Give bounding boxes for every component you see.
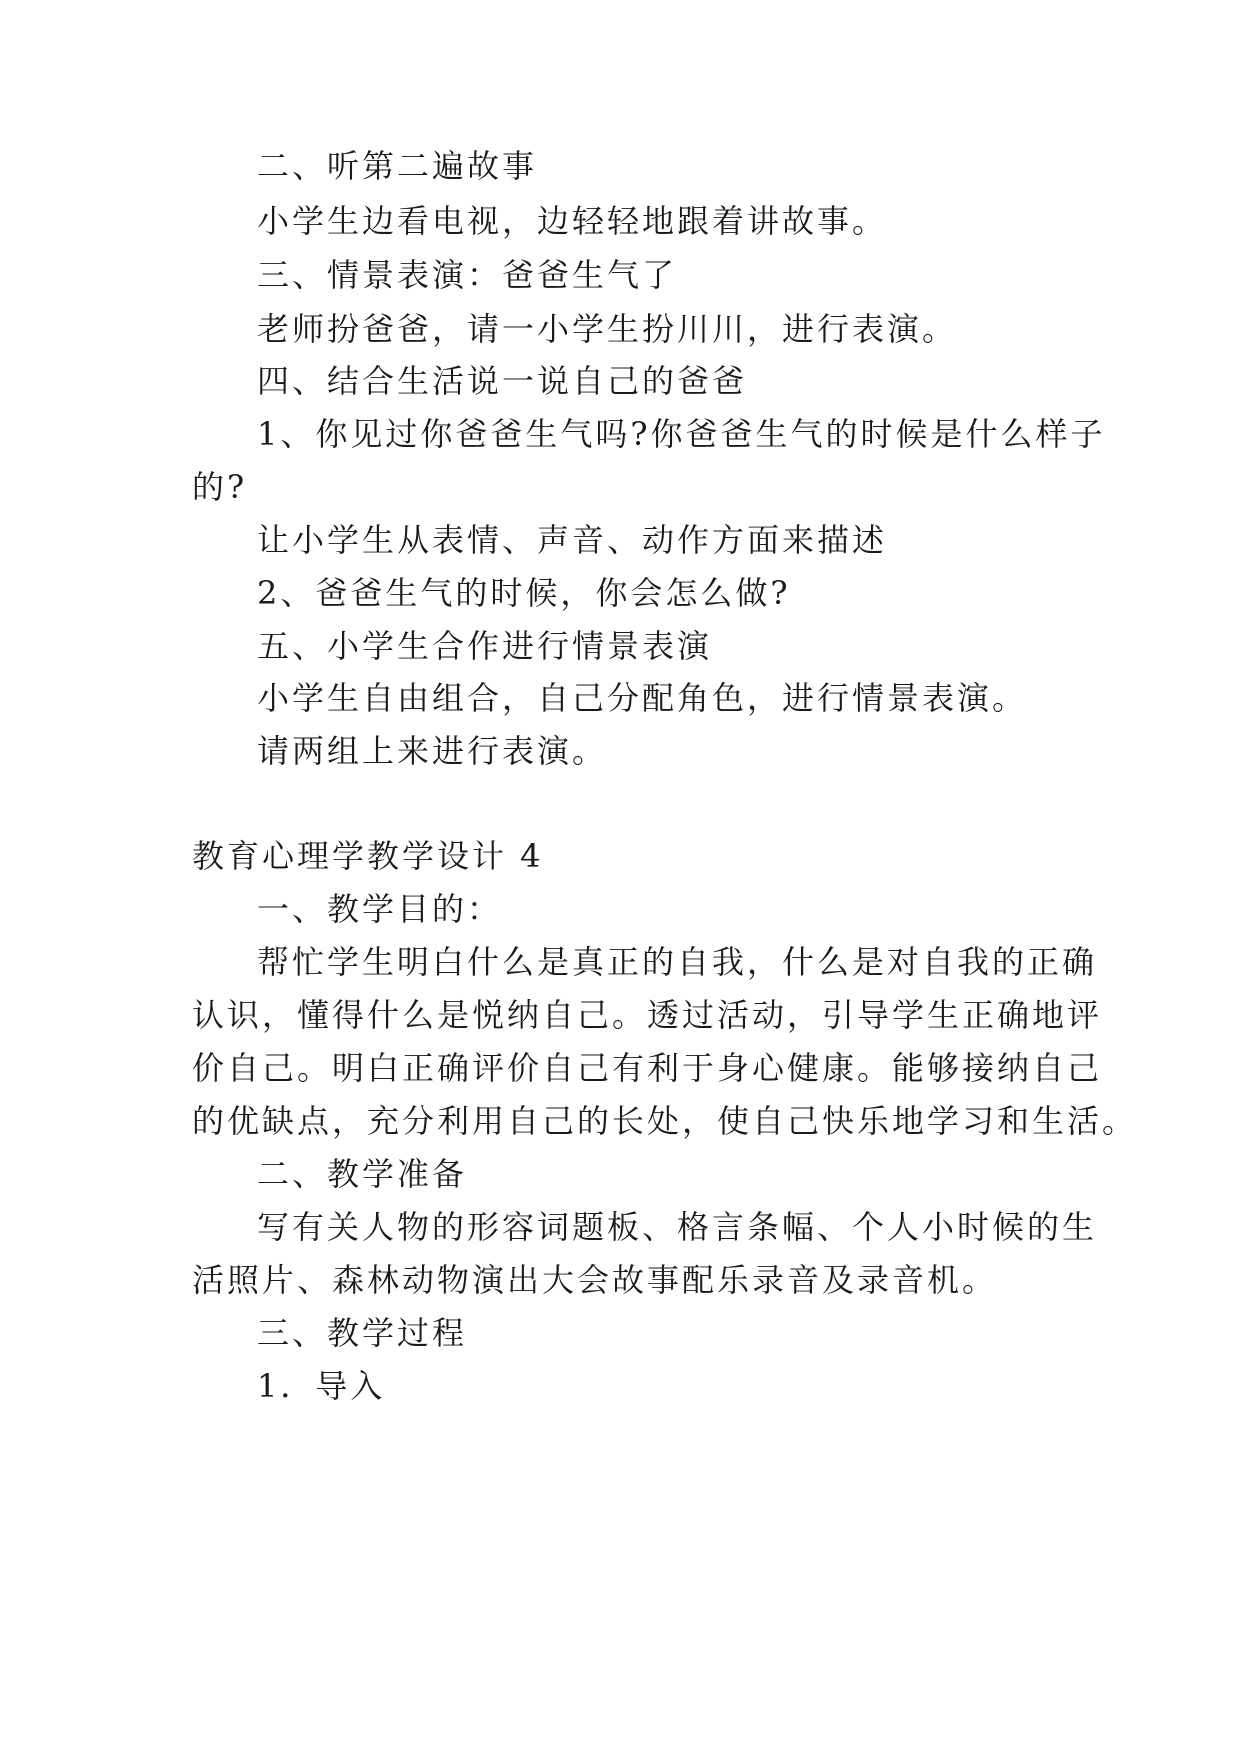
section-heading-cooperation: 五、小学生合作进行情景表演 xyxy=(257,627,713,665)
question-1-line-2: 的? xyxy=(192,468,248,506)
section-heading-listen-second: 二、听第二遍故事 xyxy=(257,147,538,185)
preparation-line-2: 活照片、森林动物演出大会故事配乐录音及录音机。 xyxy=(192,1261,998,1299)
section-heading-process: 三、教学过程 xyxy=(257,1314,468,1352)
paragraph: 小学生边看电视，边轻轻地跟着讲故事。 xyxy=(257,202,888,240)
section-heading-roleplay: 三、情景表演：爸爸生气了 xyxy=(257,256,678,294)
document-section-title: 教育心理学教学设计 4 xyxy=(192,837,544,875)
goal-paragraph-line-2: 认识，懂得什么是悦纳自己。透过活动，引导学生正确地评 xyxy=(192,996,1103,1034)
process-step-1: 1．导入 xyxy=(257,1367,386,1405)
paragraph: 小学生自由组合，自己分配角色，进行情景表演。 xyxy=(257,679,1028,717)
paragraph: 请两组上来进行表演。 xyxy=(257,732,608,770)
question-1-line-1: 1、你见过你爸爸生气吗?你爸爸生气的时候是什么样子 xyxy=(257,415,1106,453)
paragraph: 让小学生从表情、声音、动作方面来描述 xyxy=(257,521,888,559)
preparation-line-1: 写有关人物的形容词题板、格言条幅、个人小时候的生 xyxy=(257,1208,1098,1246)
goal-paragraph-line-1: 帮忙学生明白什么是真正的自我，什么是对自我的正确 xyxy=(257,943,1098,981)
section-heading-life: 四、结合生活说一说自己的爸爸 xyxy=(257,362,748,400)
section-heading-goal: 一、教学目的： xyxy=(257,890,503,928)
paragraph: 老师扮爸爸，请一小学生扮川川，进行表演。 xyxy=(257,310,958,348)
goal-paragraph-line-4: 的优缺点，充分利用自己的长处，使自己快乐地学习和生活。 xyxy=(192,1102,1138,1140)
goal-paragraph-line-3: 价自己。明白正确评价自己有利于身心健康。能够接纳自己 xyxy=(192,1049,1103,1087)
section-heading-preparation: 二、教学准备 xyxy=(257,1155,468,1193)
question-2: 2、爸爸生气的时候，你会怎么做? xyxy=(257,574,791,612)
